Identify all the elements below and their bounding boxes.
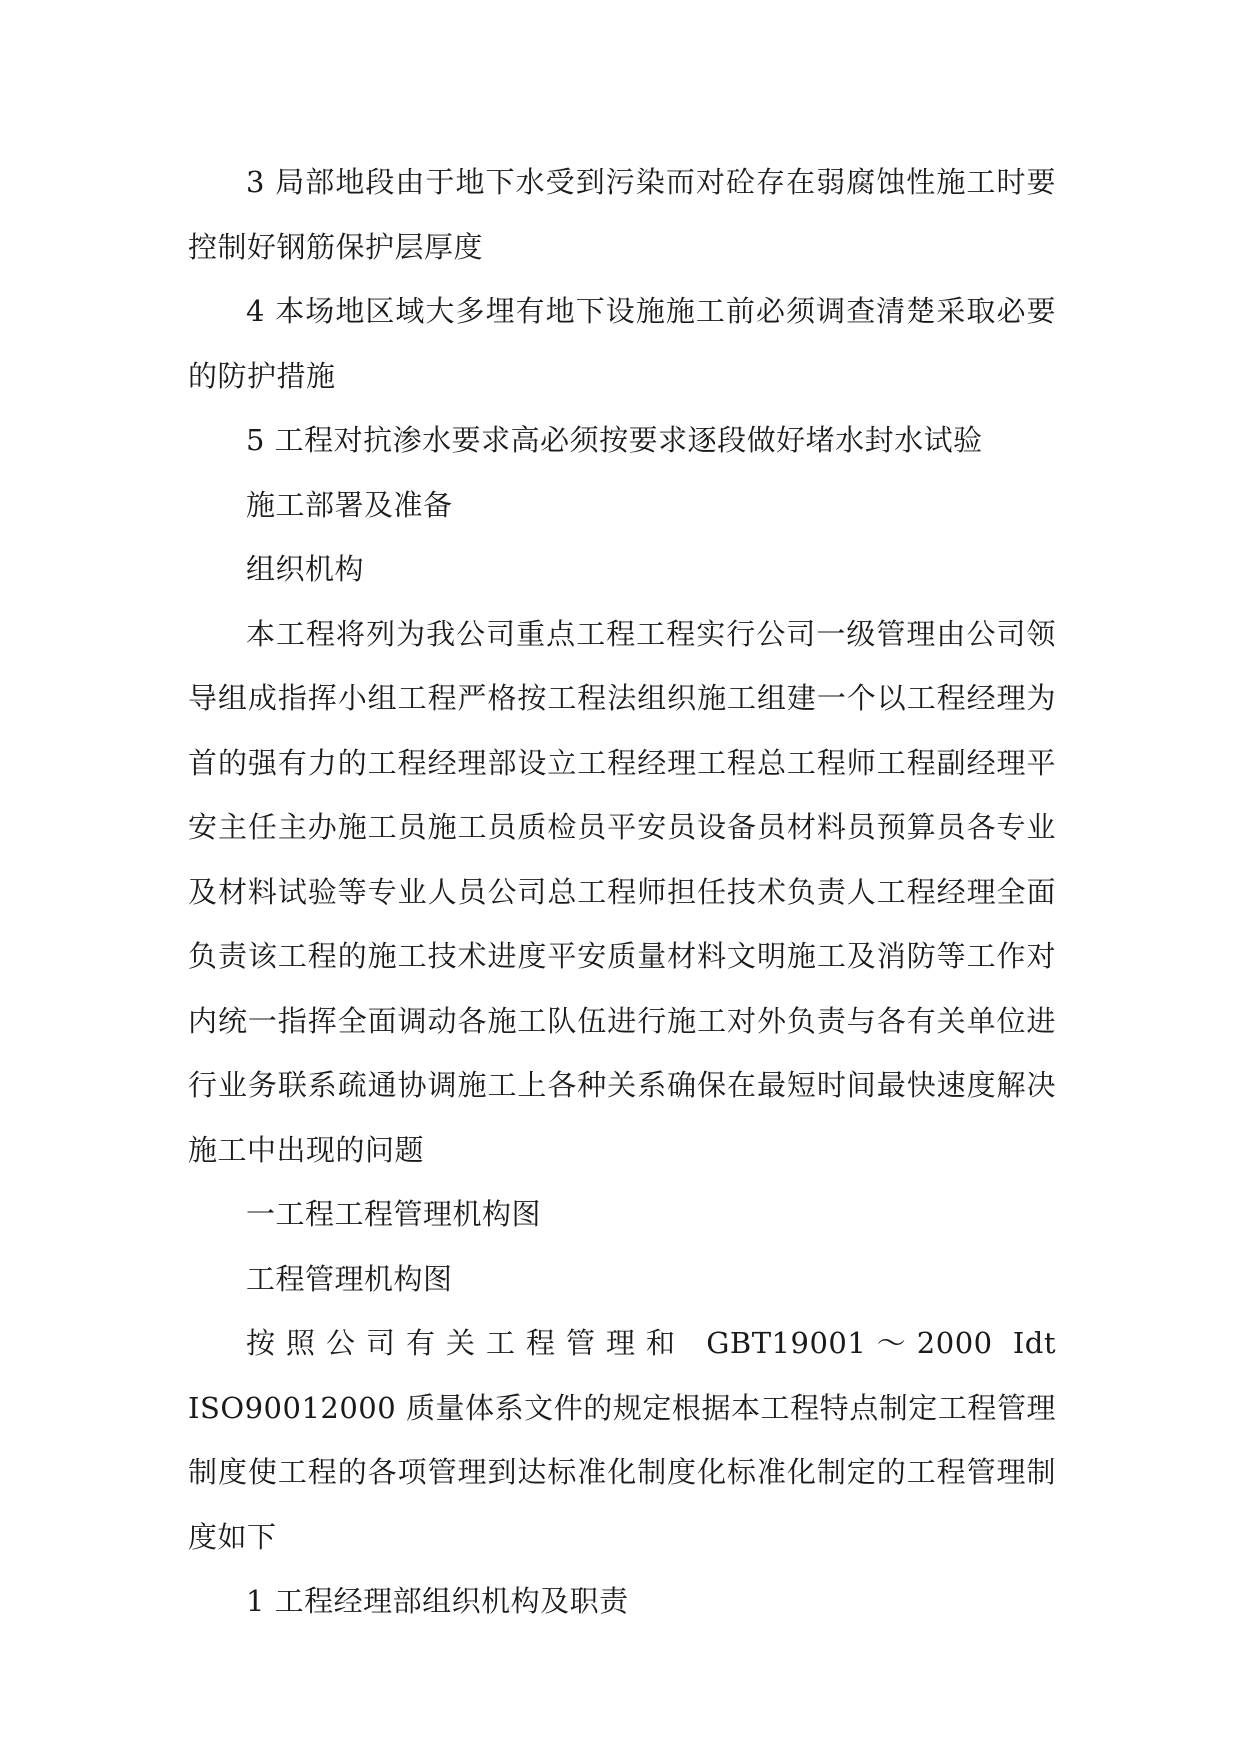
heading-project-department: 1 工程经理部组织机构及职责: [246, 1584, 629, 1618]
paragraph-underground-facilities: 4 本场地区域大多埋有地下设施施工前必须调查清楚采取必要的防护措施: [188, 294, 1056, 393]
heading-management-chart-1: 一工程工程管理机构图: [246, 1197, 542, 1231]
document-body: [188, 150, 1056, 1634]
heading-organization: 组织机构: [246, 552, 365, 586]
paragraph-organization-detail: 本工程将列为我公司重点工程工程实行公司一级管理由公司领导组成指挥小组工程严格按工程法组织施工组建一个以工程经理为首的强有力的工程经理部设立工程经理工程总工程师工程副经理平安主任主办施工员施工员质检员平安员设备员材料员预算员各专业及材料试验等专业人员公司总工程师担任技术负责人工程经理全面负责该工程的施工技术进度平安质量材料文明施工及消防等工作对内统一指挥全面调动各施工队伍进行施工对外负责与各有关单位进行业务联系疏通协调施工上各种关系确保在最短时间最快速度解决施工中出现的问题: [188, 616, 1056, 1167]
heading-management-chart-2: 工程管理机构图: [246, 1261, 453, 1296]
paragraph-quality-system: 按照公司有关工程管理和 GBT19001～2000 Idt ISO90012000 质量体系文件的规定根据本工程特点制定工程管理制度使工程的各项管理到达标准化制度化标准化制定的工程管理制度如下: [188, 1326, 1057, 1554]
paragraph-seepage-test: 5 工程对抗渗水要求高必须按要求逐段做好堵水封水试验: [246, 423, 983, 457]
paragraph-groundwater-corrosion: 3 局部地段由于地下水受到污染而对砼存在弱腐蚀性施工时要控制好钢筋保护层厚度: [188, 165, 1056, 264]
heading-deployment-preparation: 施工部署及准备: [246, 487, 453, 522]
